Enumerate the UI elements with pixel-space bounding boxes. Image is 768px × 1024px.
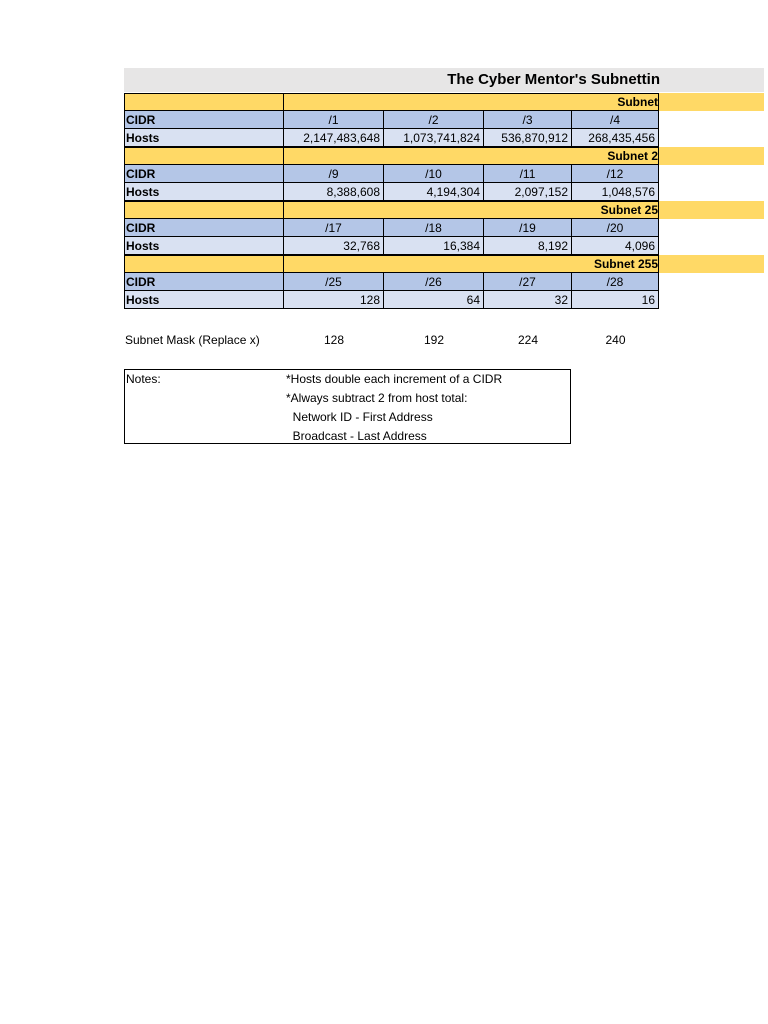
hosts-row xyxy=(124,183,764,201)
header-label-cell[interactable] xyxy=(124,201,284,219)
cidr-cell[interactable]: /4 xyxy=(572,111,659,129)
cidr-cell[interactable]: /1 xyxy=(284,111,384,129)
cidr-cell[interactable]: /12 xyxy=(572,165,659,183)
section-header: Subnet 255 xyxy=(593,257,658,271)
cidr-cell[interactable]: /9 xyxy=(284,165,384,183)
cidr-cell[interactable]: /11 xyxy=(484,165,572,183)
cidr-label-cell[interactable]: CIDR xyxy=(124,219,284,237)
cidr-label-cell[interactable]: CIDR xyxy=(124,273,284,291)
header-merged-cell[interactable] xyxy=(284,93,659,111)
section-header: Subnet 2 xyxy=(607,149,658,163)
section-header-row xyxy=(124,201,764,219)
cidr-cell[interactable]: /19 xyxy=(484,219,572,237)
notes-line[interactable]: *Always subtract 2 from host total: xyxy=(286,391,468,405)
hosts-row xyxy=(124,291,764,309)
notes-box xyxy=(124,369,571,444)
cidr-label-cell[interactable]: CIDR xyxy=(124,165,284,183)
header-label-cell[interactable] xyxy=(124,93,284,111)
notes-line[interactable]: Network ID - First Address xyxy=(286,410,433,424)
cidr-cell[interactable]: /2 xyxy=(384,111,484,129)
subnet-mask-value[interactable]: 192 xyxy=(423,333,445,347)
notes-label[interactable]: Notes: xyxy=(126,372,161,386)
hosts-label-cell[interactable]: Hosts xyxy=(124,237,284,255)
hosts-label-cell[interactable]: Hosts xyxy=(124,129,284,147)
hosts-cell[interactable]: 1,048,576 xyxy=(572,183,659,201)
header-label-cell[interactable] xyxy=(124,147,284,165)
hosts-cell[interactable]: 16 xyxy=(572,291,659,309)
hosts-cell[interactable]: 32,768 xyxy=(284,237,384,255)
hosts-cell[interactable]: 2,147,483,648 xyxy=(284,129,384,147)
cidr-cell[interactable]: /18 xyxy=(384,219,484,237)
hosts-cell[interactable]: 536,870,912 xyxy=(484,129,572,147)
hosts-cell[interactable]: 16,384 xyxy=(384,237,484,255)
hosts-cell[interactable]: 64 xyxy=(384,291,484,309)
cidr-cell[interactable]: /27 xyxy=(484,273,572,291)
cidr-cell[interactable]: /26 xyxy=(384,273,484,291)
hosts-cell[interactable]: 1,073,741,824 xyxy=(384,129,484,147)
cidr-row xyxy=(124,111,764,129)
cidr-row xyxy=(124,273,764,291)
cidr-row xyxy=(124,219,764,237)
hosts-cell[interactable]: 2,097,152 xyxy=(484,183,572,201)
section-header: Subnet 25 xyxy=(600,203,658,217)
subnet-mask-row xyxy=(124,333,764,351)
section-header-row xyxy=(124,93,764,111)
hosts-cell[interactable]: 128 xyxy=(284,291,384,309)
notes-line[interactable]: Broadcast - Last Address xyxy=(286,429,427,443)
hosts-cell[interactable]: 4,096 xyxy=(572,237,659,255)
hosts-row xyxy=(124,129,764,147)
header-label-cell[interactable] xyxy=(124,255,284,273)
hosts-cell[interactable]: 268,435,456 xyxy=(572,129,659,147)
hosts-cell[interactable]: 32 xyxy=(484,291,572,309)
notes-line[interactable]: *Hosts double each increment of a CIDR xyxy=(286,372,503,386)
hosts-row xyxy=(124,237,764,255)
hosts-cell[interactable]: 8,192 xyxy=(484,237,572,255)
cidr-row xyxy=(124,165,764,183)
subnet-mask-value[interactable]: 240 xyxy=(605,333,626,347)
title-band xyxy=(124,68,764,92)
cidr-cell[interactable]: /20 xyxy=(572,219,659,237)
cidr-label-cell[interactable]: CIDR xyxy=(124,111,284,129)
cidr-cell[interactable]: /17 xyxy=(284,219,384,237)
section-header: Subnet xyxy=(617,95,658,109)
section-header-row xyxy=(124,147,764,165)
subnet-table xyxy=(124,93,764,309)
hosts-cell[interactable]: 8,388,608 xyxy=(284,183,384,201)
notes-content xyxy=(286,372,502,448)
cidr-cell[interactable]: /3 xyxy=(484,111,572,129)
sheet-title: The Cyber Mentor's Subnettin xyxy=(447,71,660,88)
subnet-mask-value[interactable]: 128 xyxy=(323,333,345,347)
section-header-row xyxy=(124,255,764,273)
cidr-cell[interactable]: /25 xyxy=(284,273,384,291)
hosts-cell[interactable]: 4,194,304 xyxy=(384,183,484,201)
cidr-cell[interactable]: /10 xyxy=(384,165,484,183)
header-merged-cell[interactable] xyxy=(284,147,659,165)
cidr-cell[interactable]: /28 xyxy=(572,273,659,291)
subnet-mask-value[interactable]: 224 xyxy=(517,333,539,347)
hosts-label-cell[interactable]: Hosts xyxy=(124,291,284,309)
hosts-label-cell[interactable]: Hosts xyxy=(124,183,284,201)
subnet-mask-label[interactable]: Subnet Mask (Replace x) xyxy=(125,333,260,347)
